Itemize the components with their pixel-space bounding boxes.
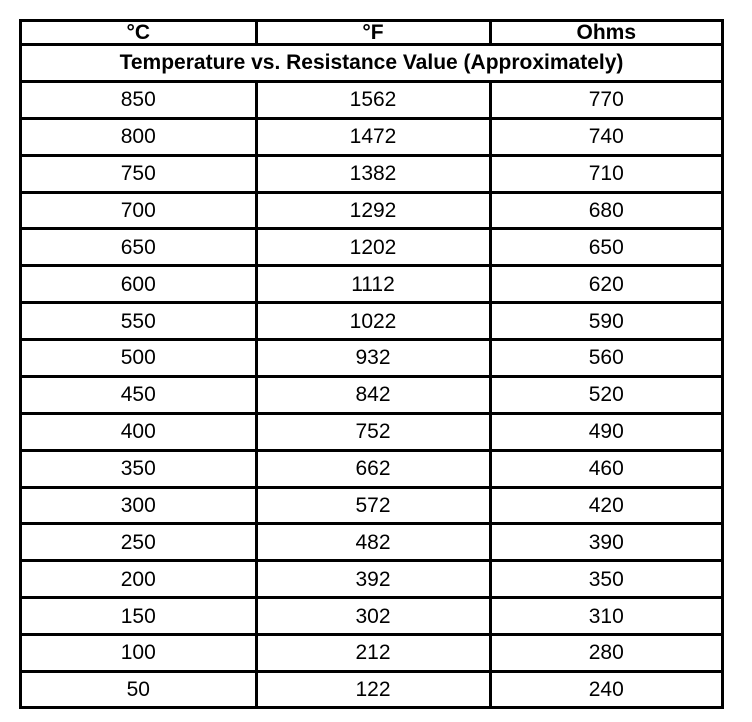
cell-ohms: 420 [490,487,721,524]
cell-ohms: 590 [490,303,721,340]
cell-celsius: 100 [22,635,256,672]
cell-ohms: 710 [490,155,721,192]
table-row [22,524,721,561]
header-fahrenheit: °F [256,22,490,45]
cell-fahrenheit: 302 [256,598,490,635]
cell-celsius: 600 [22,266,256,303]
table-row [22,192,721,229]
cell-fahrenheit: 1022 [256,303,490,340]
cell-fahrenheit: 842 [256,376,490,413]
cell-celsius: 850 [22,81,256,118]
table-row [22,450,721,487]
cell-ohms: 310 [490,598,721,635]
cell-fahrenheit: 482 [256,524,490,561]
cell-ohms: 350 [490,561,721,598]
cell-ohms: 280 [490,635,721,672]
cell-celsius: 50 [126,677,150,701]
cell-ohms: 740 [490,118,721,155]
cell-celsius: 400 [22,413,256,450]
table-title: Temperature vs. Resistance Value (Approximately) [22,45,721,82]
cell-fahrenheit: 1112 [256,266,490,303]
cell-celsius: 550 [22,303,256,340]
cell-celsius: 800 [22,118,256,155]
cell-fahrenheit: 1562 [256,81,490,118]
cell-fahrenheit: 1382 [256,155,490,192]
table-row [22,118,721,155]
table-row [22,229,721,266]
cell-ohms: 490 [490,413,721,450]
cell-celsius: 200 [22,561,256,598]
table-row [22,413,721,450]
cell-ohms: 770 [490,81,721,118]
cell-fahrenheit: 392 [256,561,490,598]
cell-fahrenheit: 1202 [256,229,490,266]
temperature-resistance-table [22,22,721,706]
temperature-resistance-table-container [19,19,724,709]
cell-ohms: 240 [490,671,721,706]
cell-celsius: 500 [22,340,256,377]
cell-ohms: 560 [490,340,721,377]
cell-fahrenheit: 752 [256,413,490,450]
table-row [22,155,721,192]
cell-ohms: 620 [490,266,721,303]
cell-fahrenheit: 572 [256,487,490,524]
table-row [22,303,721,340]
cell-fahrenheit: 662 [256,450,490,487]
cell-celsius: 650 [22,229,256,266]
header-ohms: Ohms [490,22,721,45]
table-row [22,635,721,672]
cell-celsius: 300 [22,487,256,524]
cell-ohms: 520 [490,376,721,413]
table-row [22,487,721,524]
cell-celsius: 750 [22,155,256,192]
cell-celsius: 450 [22,376,256,413]
cell-ohms: 390 [490,524,721,561]
table-row [22,671,721,706]
cell-celsius: 250 [22,524,256,561]
cell-fahrenheit: 932 [256,340,490,377]
cell-fahrenheit: 212 [256,635,490,672]
cell-fahrenheit: 1292 [256,192,490,229]
header-row [22,22,721,45]
table-row [22,340,721,377]
table-row [22,81,721,118]
table-row [22,376,721,413]
cell-ohms: 460 [490,450,721,487]
table-title-row [22,45,721,82]
header-celsius: °C [22,22,256,45]
cell-ohms: 680 [490,192,721,229]
cell-celsius: 350 [22,450,256,487]
cell-celsius: 700 [22,192,256,229]
cell-fahrenheit: 1472 [256,118,490,155]
cell-ohms: 650 [490,229,721,266]
table-row [22,598,721,635]
table-row [22,266,721,303]
table-body [22,45,721,707]
cell-fahrenheit: 122 [256,671,490,706]
cell-celsius: 150 [22,598,256,635]
table-row [22,561,721,598]
